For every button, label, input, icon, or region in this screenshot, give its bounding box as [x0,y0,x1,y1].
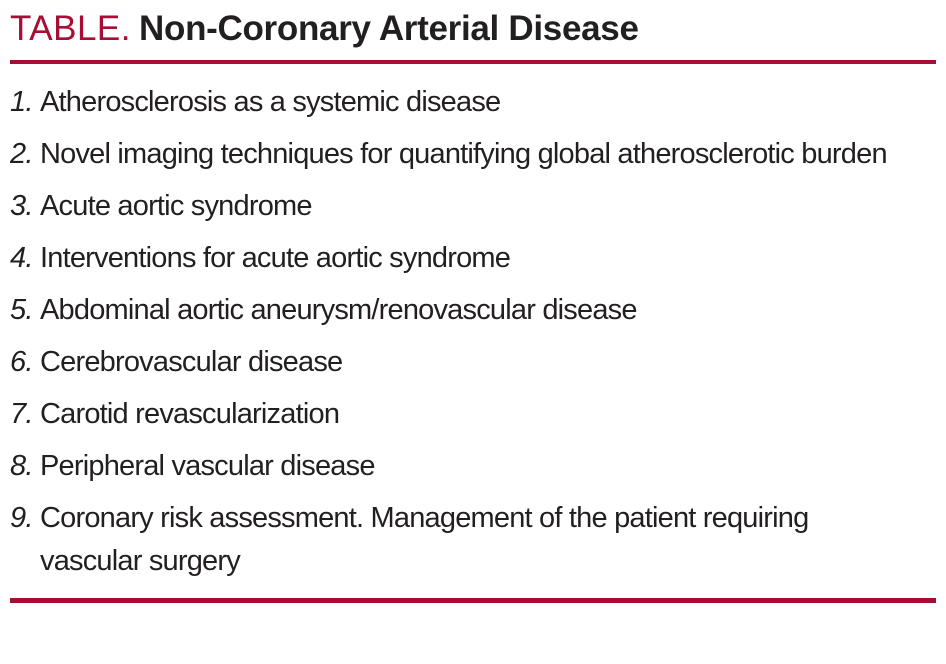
table-row [10,497,936,583]
item-number: 9. [10,502,33,534]
table-row [10,393,936,436]
item-number: 4. [10,242,33,274]
table-row [10,185,936,228]
table-row [10,133,936,176]
table-row [10,341,936,384]
top-rule [10,60,936,64]
item-number: 3. [10,190,33,222]
item-text: Coronary risk assessment. Management of the patient requiring vascular surgery [40,502,809,577]
item-text: Abdominal aortic aneurysm/renovascular disease [40,294,637,326]
item-text: Carotid revascularization [40,398,340,430]
item-text: Atherosclerosis as a systemic disease [40,86,501,118]
table-header [10,8,936,50]
item-text: Peripheral vascular disease [40,450,375,482]
table-row [10,237,936,280]
item-number: 6. [10,346,33,378]
table-row [10,289,936,332]
table-title: Non-Coronary Arterial Disease [139,9,639,48]
item-text: Cerebrovascular disease [40,346,343,378]
bottom-rule [10,598,936,603]
item-number: 2. [10,138,33,170]
table-row [10,81,936,124]
table-label: TABLE. [10,9,132,48]
item-number: 8. [10,450,33,482]
item-text: Interventions for acute aortic syndrome [40,242,511,274]
item-number: 7. [10,398,33,430]
table-item-list [10,81,936,583]
item-number: 1. [10,86,33,118]
table-row [10,445,936,488]
item-text: Novel imaging techniques for quantifying global atherosclerotic burden [40,138,887,170]
item-text: Acute aortic syndrome [40,190,312,222]
item-number: 5. [10,294,33,326]
